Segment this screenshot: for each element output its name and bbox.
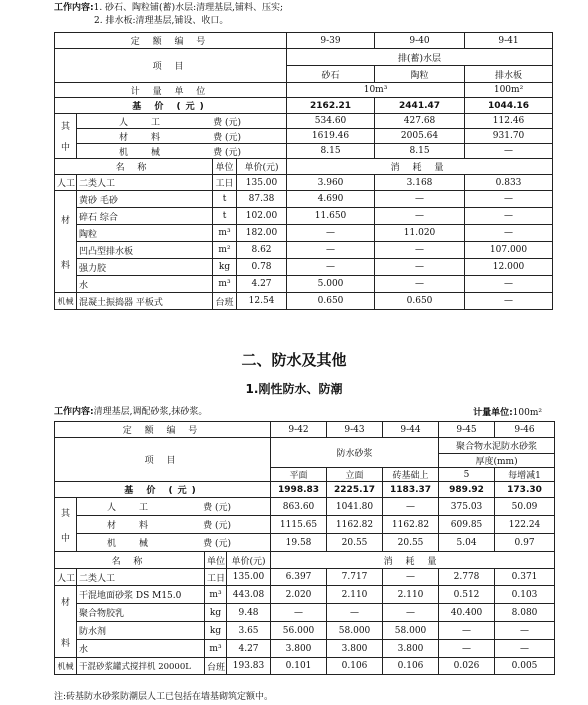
work-content-2 — [94, 15, 228, 27]
table-row — [55, 438, 555, 454]
resource-qty: 0.026 — [439, 658, 495, 675]
cost-char: 机 — [107, 539, 117, 549]
resource-name: 强力胶 — [77, 259, 213, 276]
table-row — [55, 191, 553, 208]
col-head: 5 — [439, 468, 495, 482]
col-head: 砂石 — [287, 66, 375, 83]
cost-char: 械 — [139, 539, 149, 549]
consume-header: 消 耗 量 — [287, 159, 553, 175]
group-label: 聚合物水泥防水砂浆 — [439, 438, 555, 454]
resource-qty: 0.650 — [287, 293, 375, 310]
sub-title: 1.刚性防水、防潮 — [245, 382, 343, 396]
code-cell: 9-40 — [375, 33, 465, 49]
resource-price: 3.65 — [227, 622, 271, 640]
code-cell: 9-43 — [327, 422, 383, 438]
work-content-label: 工作内容: — [54, 407, 94, 417]
resource-qty: — — [375, 242, 465, 259]
measure-unit-value: 100m² — [512, 408, 542, 418]
resource-qty: 11.650 — [287, 208, 375, 225]
footnote: 注:砖基防水砂浆防潮层人工已包括在墙基砌筑定额中。 — [54, 692, 274, 702]
resource-qty: 0.650 — [375, 293, 465, 310]
resource-qty: 2.110 — [383, 586, 439, 604]
resource-name: 凹凸型排水板 — [77, 242, 213, 259]
cost-char: 人 — [119, 117, 129, 128]
table-row — [55, 658, 555, 675]
work-content-line2: 2. 排水板:清理基层,铺设、收口。 — [94, 16, 229, 26]
resource-unit: m³ — [205, 640, 227, 658]
resource-qty: 3.800 — [383, 640, 439, 658]
cost-char: 人 — [107, 503, 117, 513]
cost-value: 863.60 — [271, 498, 327, 516]
unit-header: 单位 — [205, 552, 227, 569]
resource-price: 182.00 — [237, 225, 287, 242]
resource-name: 聚合物胶乳 — [77, 604, 205, 622]
resource-qty: 0.833 — [465, 175, 553, 191]
resource-qty: 7.717 — [327, 569, 383, 586]
table-row — [55, 98, 553, 114]
resource-qty: 12.000 — [465, 259, 553, 276]
table-row — [55, 293, 553, 310]
zhong-label: 中 — [60, 143, 70, 153]
table-row — [55, 33, 553, 49]
cost-value: — — [383, 498, 439, 516]
resource-price: 87.38 — [237, 191, 287, 208]
table-row — [55, 586, 555, 604]
resource-unit: kg — [205, 604, 227, 622]
table-row — [55, 83, 553, 98]
base-price: 2441.47 — [375, 98, 465, 114]
resource-qty: — — [375, 191, 465, 208]
table-row — [55, 516, 555, 534]
resource-qty: — — [375, 259, 465, 276]
resource-name: 防水剂 — [77, 622, 205, 640]
resource-qty: 8.080 — [495, 604, 555, 622]
resource-unit: t — [213, 191, 237, 208]
cost-unit: 费 (元) — [213, 147, 242, 158]
resource-qty: 2.778 — [439, 569, 495, 586]
quota-table-1 — [54, 32, 553, 310]
table-row — [55, 604, 555, 622]
resource-price: 4.27 — [237, 276, 287, 293]
cost-row-label — [77, 129, 287, 144]
table-row — [55, 498, 555, 516]
group-label: 排(蓄)水层 — [287, 49, 553, 66]
category-cell: 人工 — [55, 569, 77, 586]
resource-unit: 工日 — [205, 569, 227, 586]
resource-qty: 3.960 — [287, 175, 375, 191]
resource-qty: 2.020 — [271, 586, 327, 604]
work-content-line1: 1. 砂石、陶粒铺(蓄)水层:清理基层,铺料、压实; — [93, 3, 284, 13]
cost-value: 122.24 — [495, 516, 555, 534]
measure-unit-label: 计量单位: — [473, 408, 513, 418]
cost-value: 112.46 — [465, 114, 553, 129]
cost-char: 料 — [151, 132, 161, 143]
cost-unit: 费 (元) — [213, 132, 242, 143]
category-cell — [55, 191, 77, 293]
resource-unit: m³ — [213, 276, 237, 293]
cost-value: 609.85 — [439, 516, 495, 534]
resource-qty: — — [465, 293, 553, 310]
resource-qty: — — [383, 569, 439, 586]
table-row — [55, 640, 555, 658]
resource-qty: 107.000 — [465, 242, 553, 259]
cost-value: 1619.46 — [287, 129, 375, 144]
cost-char: 料 — [139, 521, 149, 531]
resource-name: 碎石 综合 — [77, 208, 213, 225]
col-head: 砖基础上 — [383, 468, 439, 482]
cost-char: 工 — [139, 503, 149, 513]
table-row — [55, 622, 555, 640]
resource-qty: — — [439, 640, 495, 658]
work-content-3 — [54, 406, 207, 418]
resource-name: 二类人工 — [77, 175, 213, 191]
table-row — [55, 242, 553, 259]
thickness-label: 厚度(mm) — [439, 454, 555, 468]
resource-qty: 6.397 — [271, 569, 327, 586]
table-row — [55, 114, 553, 129]
resource-price: 0.78 — [237, 259, 287, 276]
table-row — [55, 569, 555, 586]
table-row — [55, 534, 555, 552]
category-cell: 机械 — [55, 658, 77, 675]
col-head: 每增减1 — [495, 468, 555, 482]
table-row — [55, 259, 553, 276]
qi-label: 其 — [60, 508, 70, 519]
resource-qty: — — [465, 208, 553, 225]
qi-label: 其 — [60, 122, 70, 132]
resource-qty: 3.800 — [271, 640, 327, 658]
resource-price: 4.27 — [227, 640, 271, 658]
zhong-label: 中 — [60, 533, 70, 544]
resource-name: 水 — [77, 276, 213, 293]
price-header: 单价(元) — [237, 159, 287, 175]
resource-qty: 58.000 — [327, 622, 383, 640]
table-row — [55, 175, 553, 191]
work-content-label: 工作内容: — [54, 3, 94, 13]
resource-qty: 0.101 — [271, 658, 327, 675]
cost-row-label — [77, 144, 287, 159]
category-cell: 机械 — [55, 293, 77, 310]
resource-qty: 0.106 — [327, 658, 383, 675]
code-cell: 9-42 — [271, 422, 327, 438]
cost-unit: 费 (元) — [213, 117, 242, 128]
col-head: 立面 — [327, 468, 383, 482]
work-content-text: 清理基层,调配砂浆,抹砂浆。 — [93, 407, 208, 417]
cost-value: 19.58 — [271, 534, 327, 552]
resource-qty: — — [495, 622, 555, 640]
code-cell: 9-41 — [465, 33, 553, 49]
resource-qty: 11.020 — [375, 225, 465, 242]
resource-name: 混凝土振捣器 平板式 — [77, 293, 213, 310]
resource-qty: — — [375, 208, 465, 225]
consume-header: 消 耗 量 — [271, 552, 555, 569]
price-header: 单价(元) — [227, 552, 271, 569]
resource-qty: 40.400 — [439, 604, 495, 622]
cost-value: 534.60 — [287, 114, 375, 129]
cost-char: 械 — [151, 147, 161, 158]
base-price: 2162.21 — [287, 98, 375, 114]
cost-value: — — [465, 144, 553, 159]
base-price: 1044.16 — [465, 98, 553, 114]
cost-value: 20.55 — [327, 534, 383, 552]
item-label: 项 目 — [55, 438, 271, 482]
resource-unit: kg — [205, 622, 227, 640]
col-head: 排水板 — [465, 66, 553, 83]
resource-price: 102.00 — [237, 208, 287, 225]
cost-unit: 费 (元) — [203, 521, 232, 531]
cost-row-label — [77, 534, 271, 552]
resource-qty: 56.000 — [271, 622, 327, 640]
base-price: 173.30 — [495, 482, 555, 498]
resource-unit: 台班 — [213, 293, 237, 310]
resource-qty: 0.005 — [495, 658, 555, 675]
resource-qty: 58.000 — [383, 622, 439, 640]
resource-price: 135.00 — [237, 175, 287, 191]
cat-char: 料 — [60, 260, 70, 271]
cost-value: 1162.82 — [327, 516, 383, 534]
resource-qty: — — [495, 640, 555, 658]
resource-name: 二类人工 — [77, 569, 205, 586]
resource-name: 干混地面砂浆 DS M15.0 — [77, 586, 205, 604]
resource-qty: 3.168 — [375, 175, 465, 191]
cost-unit: 费 (元) — [203, 503, 232, 513]
resource-name: 陶粒 — [77, 225, 213, 242]
unit-header: 单位 — [213, 159, 237, 175]
resource-qty: 0.371 — [495, 569, 555, 586]
code-cell: 9-45 — [439, 422, 495, 438]
cat-char: 材 — [60, 597, 70, 608]
section-title: 二、防水及其他 — [241, 351, 347, 369]
resource-unit: t — [213, 208, 237, 225]
resource-qty: 0.512 — [439, 586, 495, 604]
resource-qty: — — [383, 604, 439, 622]
qizhong-cell — [55, 498, 77, 552]
resource-qty: — — [375, 276, 465, 293]
cost-value: 1162.82 — [383, 516, 439, 534]
work-content-1 — [54, 2, 283, 14]
cost-value: 8.15 — [375, 144, 465, 159]
table-row — [55, 144, 553, 159]
table-row — [55, 208, 553, 225]
resource-name: 干混砂浆罐式搅拌机 20000L — [77, 658, 205, 675]
base-price: 1183.37 — [383, 482, 439, 498]
resource-qty: — — [287, 225, 375, 242]
cost-char: 材 — [107, 521, 117, 531]
resource-price: 135.00 — [227, 569, 271, 586]
group-label: 防水砂浆 — [271, 438, 439, 468]
resource-name: 水 — [77, 640, 205, 658]
resource-price: 8.62 — [237, 242, 287, 259]
cat-char: 材 — [60, 215, 70, 226]
resource-unit: m² — [213, 242, 237, 259]
resource-qty: — — [287, 242, 375, 259]
base-price-label: 基 价 (元) — [55, 98, 287, 114]
resource-qty: — — [271, 604, 327, 622]
name-header: 名 称 — [55, 552, 205, 569]
table-row — [55, 129, 553, 144]
cost-row-label — [77, 114, 287, 129]
cost-value: 1041.80 — [327, 498, 383, 516]
cost-unit: 费 (元) — [203, 539, 232, 549]
col-head: 平面 — [271, 468, 327, 482]
base-price-label: 基 价 (元) — [55, 482, 271, 498]
code-cell: 9-39 — [287, 33, 375, 49]
cost-char: 机 — [119, 147, 129, 158]
measure-unit-info — [473, 405, 542, 418]
cost-char: 工 — [151, 117, 161, 128]
base-price: 2225.17 — [327, 482, 383, 498]
resource-qty: — — [439, 622, 495, 640]
resource-price: 12.54 — [237, 293, 287, 310]
code-cell: 9-46 — [495, 422, 555, 438]
col-head: 陶粒 — [375, 66, 465, 83]
table-row — [55, 482, 555, 498]
resource-qty: 4.690 — [287, 191, 375, 208]
unit-label: 计 量 单 位 — [55, 83, 287, 98]
resource-qty: 2.110 — [327, 586, 383, 604]
cost-value: 20.55 — [383, 534, 439, 552]
base-price: 989.92 — [439, 482, 495, 498]
quota-table-2 — [54, 421, 555, 675]
resource-name: 黄砂 毛砂 — [77, 191, 213, 208]
resource-price: 9.48 — [227, 604, 271, 622]
cat-char: 料 — [60, 638, 70, 649]
table-row — [55, 276, 553, 293]
resource-qty: 0.106 — [383, 658, 439, 675]
cost-char: 材 — [119, 132, 129, 143]
unit-value: 100m² — [465, 83, 553, 98]
cost-value: 5.04 — [439, 534, 495, 552]
resource-unit: 台班 — [205, 658, 227, 675]
cost-value: 427.68 — [375, 114, 465, 129]
cost-value: 0.97 — [495, 534, 555, 552]
resource-qty: 0.103 — [495, 586, 555, 604]
resource-qty: — — [287, 259, 375, 276]
resource-price: 193.83 — [227, 658, 271, 675]
unit-value: 10m³ — [287, 83, 465, 98]
resource-qty: — — [327, 604, 383, 622]
table-row — [55, 159, 553, 175]
resource-unit: kg — [213, 259, 237, 276]
cost-value: 50.09 — [495, 498, 555, 516]
item-label: 项 目 — [55, 49, 287, 83]
table-row — [55, 49, 553, 66]
resource-qty: 3.800 — [327, 640, 383, 658]
qizhong-cell — [55, 114, 77, 159]
resource-unit: 工日 — [213, 175, 237, 191]
resource-qty: 5.000 — [287, 276, 375, 293]
quota-label: 定 额 编 号 — [55, 33, 287, 49]
category-cell: 人工 — [55, 175, 77, 191]
table-row — [55, 552, 555, 569]
cost-value: 931.70 — [465, 129, 553, 144]
quota-label: 定 额 编 号 — [55, 422, 271, 438]
resource-price: 443.08 — [227, 586, 271, 604]
cost-value: 375.03 — [439, 498, 495, 516]
resource-qty: — — [465, 276, 553, 293]
category-cell — [55, 586, 77, 658]
code-cell: 9-44 — [383, 422, 439, 438]
resource-qty: — — [465, 225, 553, 242]
resource-unit: m³ — [213, 225, 237, 242]
cost-row-label — [77, 516, 271, 534]
resource-unit: m³ — [205, 586, 227, 604]
cost-value: 1115.65 — [271, 516, 327, 534]
cost-row-label — [77, 498, 271, 516]
table-row — [55, 422, 555, 438]
cost-value: 8.15 — [287, 144, 375, 159]
base-price: 1998.83 — [271, 482, 327, 498]
cost-value: 2005.64 — [375, 129, 465, 144]
name-header: 名 称 — [55, 159, 213, 175]
resource-qty: — — [465, 191, 553, 208]
table-row — [55, 225, 553, 242]
